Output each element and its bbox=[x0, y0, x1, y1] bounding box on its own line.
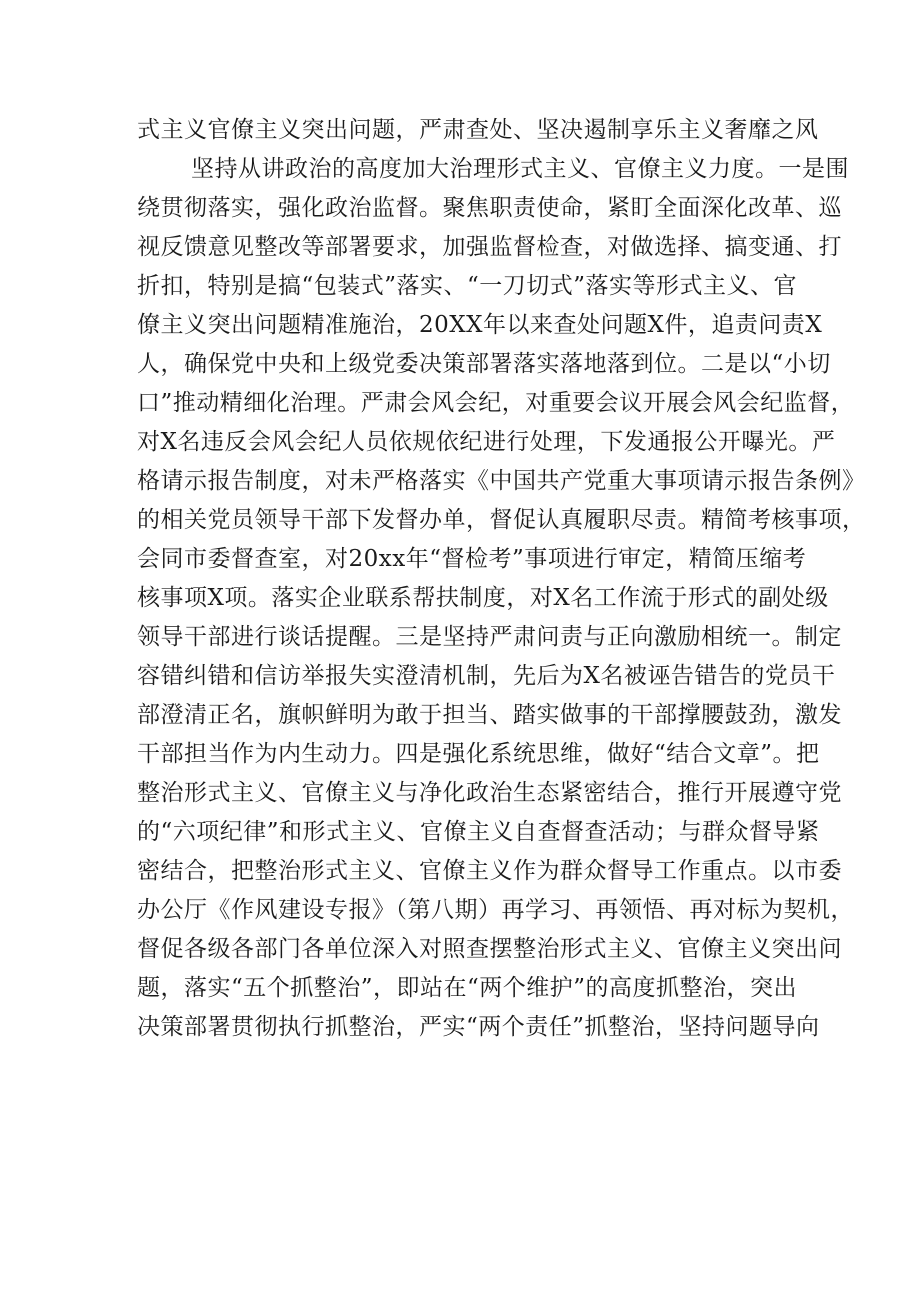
text-line: 干部担当作为内生动力。四是强化系统思维，做好“结合文章”。把 bbox=[137, 741, 820, 767]
text-line: 题，落实“五个抓整治”，即站在“两个维护”的高度抓整治，突出 bbox=[137, 975, 798, 1001]
text-line: 绕贯彻落实，强化政治监督。聚焦职责使命，紧盯全面深化改革、巡 bbox=[137, 195, 842, 221]
text-line: 对X名违反会风会纪人员依规依纪进行处理，下发通报公开曝光。严 bbox=[137, 429, 836, 455]
text-line: 办公厅《作风建设专报》（第八期）再学习、再领悟、再对标为契机， bbox=[137, 897, 854, 923]
text-line: 折扣，特别是搞“包装式”落实、“一刀切式”落实等形式主义、官 bbox=[137, 273, 798, 299]
body-text bbox=[137, 111, 866, 1047]
text-line: 领导干部进行谈话提醒。三是坚持严肃问责与正向激励相统一。制定 bbox=[137, 624, 842, 650]
text-line: 整治形式主义、官僚主义与净化政治生态紧密结合，推行开展遵守党 bbox=[137, 780, 842, 806]
text-line: 部澄清正名，旗帜鲜明为敢于担当、踏实做事的干部撑腰鼓劲，激发 bbox=[137, 702, 842, 728]
text-line: 决策部署贯彻执行抓整治，严实“两个责任”抓整治，坚持问题导向 bbox=[137, 1014, 820, 1040]
text-line: 的相关党员领导干部下发督办单，督促认真履职尽责。精简考核事项， bbox=[137, 507, 866, 533]
paragraph-first-line: 坚持从讲政治的高度加大治理形式主义、官僚主义力度。一是围 bbox=[191, 156, 849, 182]
text-line: 密结合，把整治形式主义、官僚主义作为群众督导工作重点。以市委 bbox=[137, 858, 842, 884]
text-line: 人，确保党中央和上级党委决策部署落实落地落到位。二是以“小切 bbox=[137, 351, 831, 377]
text-line: 口”推动精细化治理。严肃会风会纪，对重要会议开展会风会纪监督， bbox=[137, 390, 855, 416]
text-line: 的“六项纪律”和形式主义、官僚主义自查督查活动；与群众督导紧 bbox=[137, 819, 820, 845]
text-line: 核事项X项。落实企业联系帮扶制度，对X名工作流于形式的副处级 bbox=[137, 585, 829, 611]
text-line: 视反馈意见整改等部署要求，加强监督检查，对做选择、搞变通、打 bbox=[137, 234, 842, 260]
text-line: 僚主义突出问题精准施治，20XX年以来查处问题X件，追责问责X bbox=[137, 312, 823, 338]
text-line: 格请示报告制度，对未严格落实《中国共产党重大事项请示报告条例》 bbox=[137, 468, 866, 494]
text-line: 式主义官僚主义突出问题，严肃查处、坚决遏制享乐主义奢靡之风 bbox=[137, 117, 819, 143]
text-line: 督促各级各部门各单位深入对照查摆整治形式主义、官僚主义突出问 bbox=[137, 936, 842, 962]
text-line: 会同市委督查室，对20xx年“督检考”事项进行审定，精简压缩考 bbox=[137, 546, 807, 572]
text-line: 容错纠错和信访举报失实澄清机制，先后为X名被诬告错告的党员干 bbox=[137, 663, 836, 689]
